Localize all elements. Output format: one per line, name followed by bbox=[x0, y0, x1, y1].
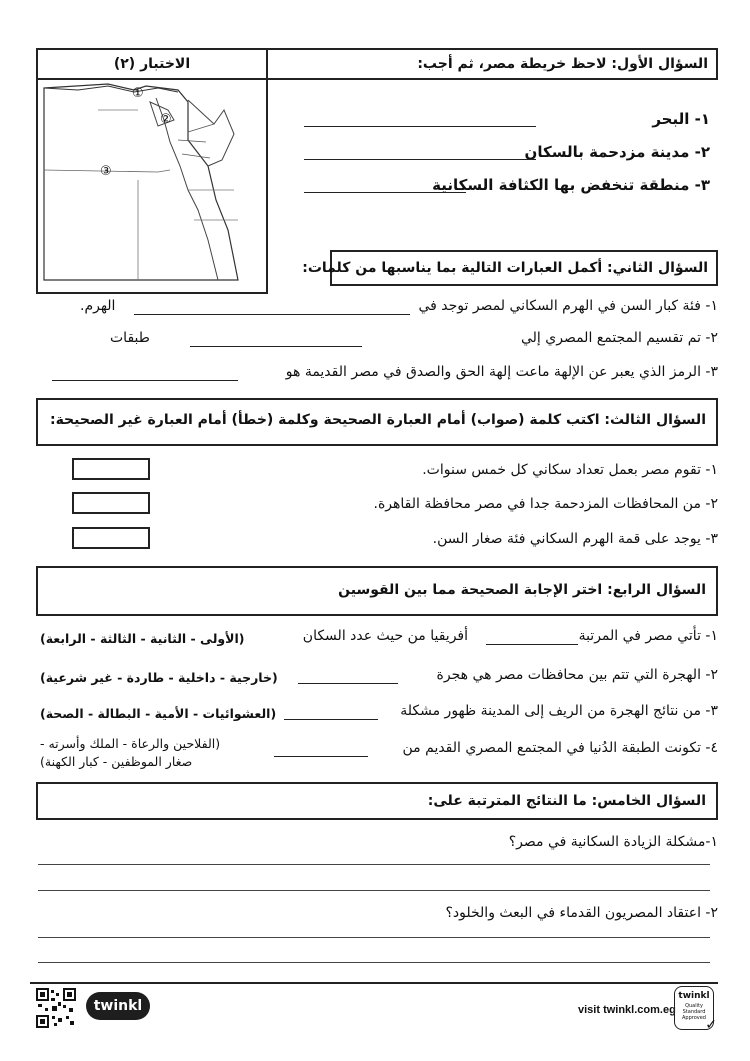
q5-answer-line-2[interactable] bbox=[38, 890, 710, 891]
q2-item-1: ١- فئة كبار السن في الهرم السكاني لمصر توجد في bbox=[418, 298, 718, 314]
map-marker-1: ① bbox=[132, 86, 144, 101]
q4-answer-blank-1[interactable] bbox=[486, 644, 578, 645]
q3-item-1: ١- تقوم مصر بعمل تعداد سكاني كل خمس سنوات. bbox=[422, 462, 718, 478]
q1-title-box bbox=[266, 48, 718, 80]
quality-badge-subtext: Quality Standard Approved bbox=[682, 1003, 706, 1021]
map-marker-3: ③ bbox=[100, 164, 112, 179]
q5-item-1: ١-مشكلة الزيادة السكانية في مصر؟ bbox=[508, 834, 718, 850]
q2-title-box bbox=[302, 250, 718, 286]
q2-item-2: ٢- تم تقسيم المجتمع المصري إلي bbox=[520, 330, 718, 346]
q3-title-box bbox=[36, 398, 718, 446]
q2-item-2-tail: طبقات bbox=[110, 330, 150, 346]
q3-title: السؤال الثالث: اكتب كلمة (صواب) أمام العبارة الصحيحة وكلمة (خطأ) أمام العبارة غير الصحيحة: bbox=[49, 412, 706, 428]
q4-item-3: ٣- من نتائج الهجرة من الريف إلى المدينة ظهور مشكلة bbox=[400, 703, 718, 719]
q3-answer-box-3[interactable] bbox=[72, 527, 150, 549]
q4-choices-2: (خارجية - داخلية - طاردة - غير شرعية) bbox=[40, 670, 278, 685]
exam-label: الاختبار (٢) bbox=[113, 56, 191, 72]
q4-item-4: ٤- تكونت الطبقة الدُنيا في المجتمع المصري القديم من bbox=[402, 740, 718, 756]
qr-code bbox=[36, 988, 76, 1028]
exam-label-box bbox=[36, 48, 268, 80]
q4-item-1: ١- تأتي مصر في المرتبة bbox=[578, 628, 718, 644]
q1-answer-blank-1[interactable] bbox=[304, 126, 536, 127]
q1-item-3: ٣- منطقة تنخفض بها الكثافة السكانية bbox=[432, 176, 710, 194]
q3-answer-box-2[interactable] bbox=[72, 492, 150, 514]
q4-choices-1: (الأولى - الثانية - الثالثة - الرابعة) bbox=[40, 631, 245, 646]
q1-item-2: ٢- مدينة مزدحمة بالسكان bbox=[524, 143, 710, 161]
q5-answer-line-3[interactable] bbox=[38, 937, 710, 938]
q3-item-2: ٢- من المحافظات المزدحمة جدا في مصر محافظة القاهرة. bbox=[373, 496, 718, 512]
q4-item-1-mid: أفريقيا من حيث عدد السكان bbox=[302, 628, 468, 644]
q2-answer-blank-2[interactable] bbox=[190, 346, 362, 347]
q4-answer-blank-4[interactable] bbox=[274, 756, 368, 757]
q3-answer-box-1[interactable] bbox=[72, 458, 150, 480]
q2-answer-blank-3[interactable] bbox=[52, 380, 238, 381]
q5-answer-line-1[interactable] bbox=[38, 864, 710, 865]
q5-title: السؤال الخامس: ما النتائج المترتبة على: bbox=[427, 793, 706, 809]
q4-answer-blank-2[interactable] bbox=[298, 683, 398, 684]
checkmark-icon: ✓ bbox=[705, 1017, 717, 1033]
q5-title-box bbox=[36, 782, 718, 820]
q4-item-2: ٢- الهجرة التي تتم بين محافظات مصر هي هجرة bbox=[436, 667, 718, 683]
q2-item-1-tail: الهرم. bbox=[80, 298, 116, 314]
q4-answer-blank-3[interactable] bbox=[284, 719, 378, 720]
quality-badge-logo: twinkl bbox=[678, 991, 710, 1001]
q4-choices-4-line2: صغار الموظفين - كبار الكهنة) bbox=[40, 754, 193, 769]
egypt-map bbox=[36, 78, 268, 294]
q5-answer-line-4[interactable] bbox=[38, 962, 710, 963]
q3-item-3: ٣- يوجد على قمة الهرم السكاني فئة صغار السن. bbox=[432, 531, 718, 547]
q4-title: السؤال الرابع: اختر الإجابة الصحيحة مما بين القوسين bbox=[338, 582, 706, 598]
q2-answer-blank-1[interactable] bbox=[134, 314, 410, 315]
map-marker-2: ② bbox=[160, 112, 172, 127]
q1-item-1: ١- البحر bbox=[652, 110, 710, 128]
q2-item-3: ٣- الرمز الذي يعبر عن الإلهة ماعت إلهة الحق والصدق في مصر القديمة هو bbox=[285, 364, 718, 380]
footer-divider bbox=[30, 982, 718, 984]
q4-title-box bbox=[36, 566, 718, 616]
egypt-map-drawing bbox=[38, 80, 266, 292]
q5-item-2: ٢- اعتقاد المصريون القدماء في البعث والخلود؟ bbox=[445, 905, 718, 921]
q1-answer-blank-2[interactable] bbox=[304, 159, 536, 160]
twinkl-logo bbox=[86, 992, 150, 1020]
twinkl-logo-text: twinkl bbox=[93, 998, 143, 1014]
quality-badge bbox=[674, 986, 717, 1033]
q2-title: السؤال الثاني: أكمل العبارات التالية بما يناسبها من كلمات: bbox=[302, 260, 708, 276]
visit-link[interactable]: visit twinkl.com.eg bbox=[578, 1004, 676, 1016]
q4-choices-4-line1: (الفلاحين والرعاة - الملك وأسرته - bbox=[40, 736, 221, 751]
q1-answer-blank-3[interactable] bbox=[304, 192, 466, 193]
q1-title: السؤال الأول: لاحظ خريطة مصر، ثم أجب: bbox=[417, 56, 708, 72]
q4-choices-3: (العشوائيات - الأمية - البطالة - الصحة) bbox=[40, 706, 277, 721]
